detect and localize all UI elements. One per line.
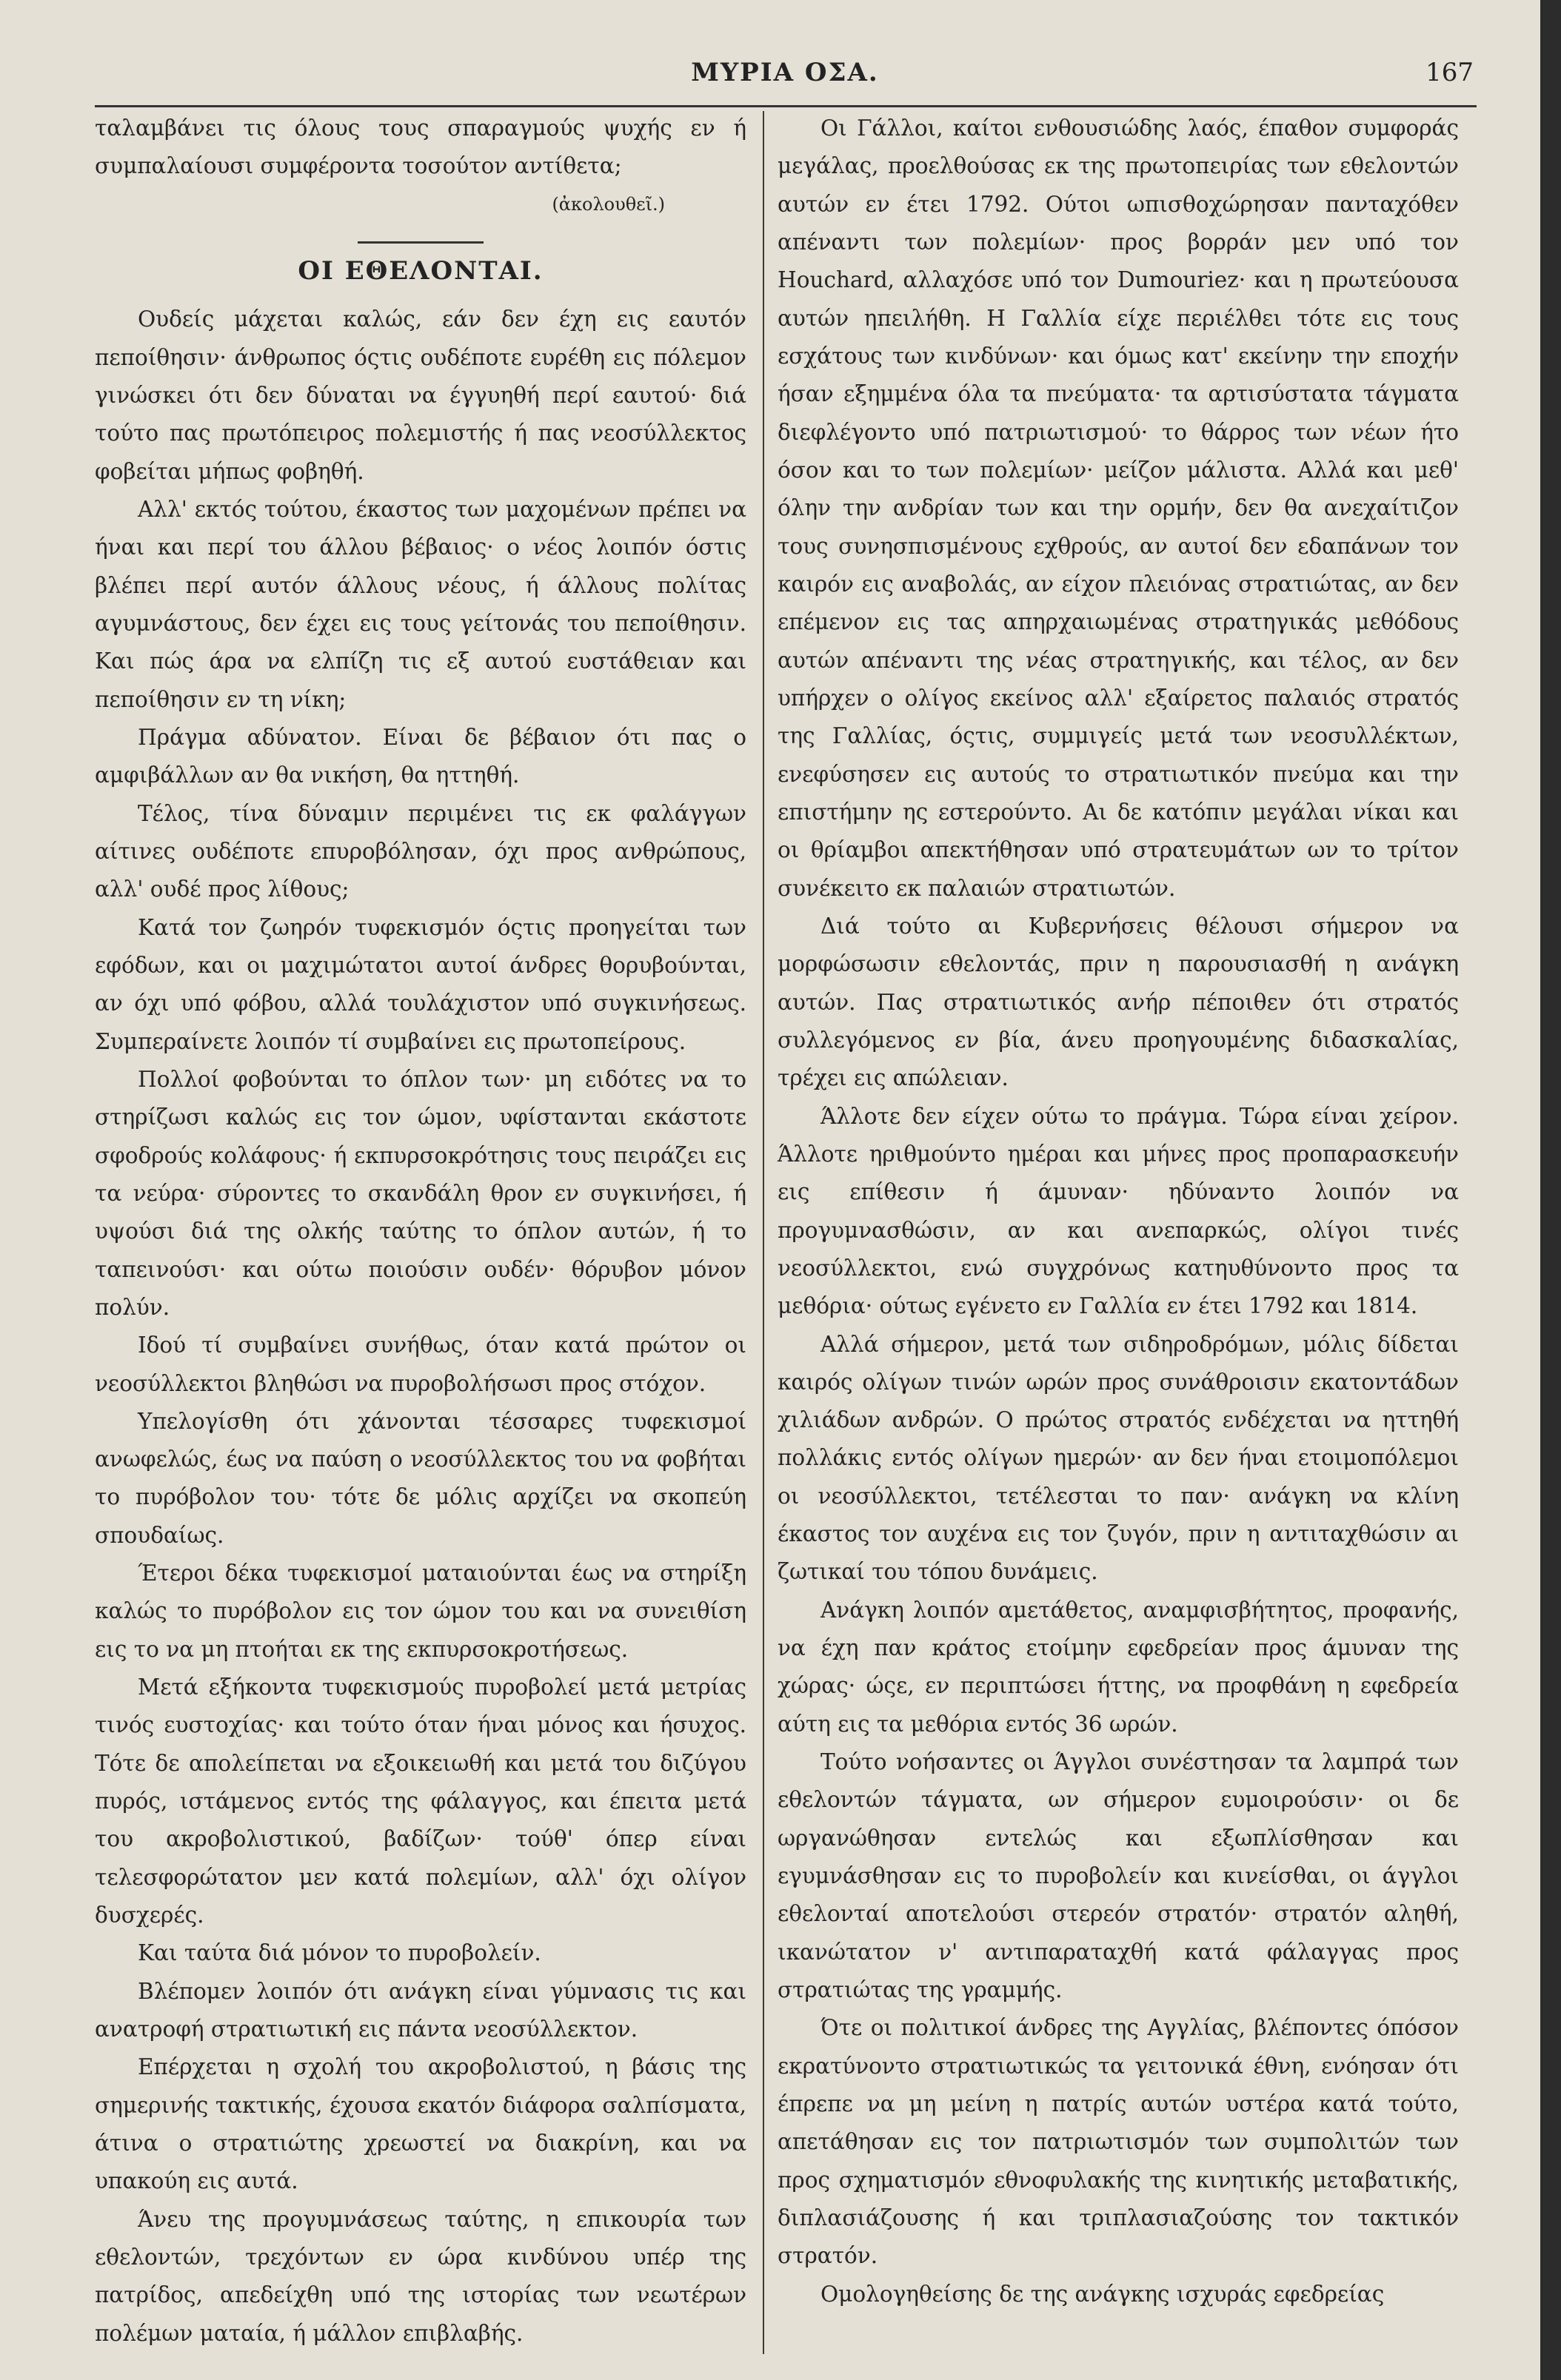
paragraph: Βλέπομεν λοιπόν ότι ανάγκη είναι γύμνασις τις και ανατροφή στρατιωτική εις πάντα νεοσύλλεκτον. [95,1978,746,2042]
right-column [778,110,1459,2313]
paragraph: Επέρχεται η σχολή του ακροβολιστού, η βάσις της σημερινής τακτικής, έχουσα εκατόν διάφορα σαλπίσματα, άτινα ο στρατιώτης χρεωστεί να διακρίνη, και να υπακούη εις αυτά. [95,2054,746,2194]
paragraph: Έτεροι δέκα τυφεκισμοί ματαιούνται έως να στηρίξη καλώς το πυρόβολον εις τον ώμον του και να συνειθίση εις το να μη πτοήται εκ της εκπυρσοκροτήσεως. [95,1561,746,1662]
paragraph: Ανάγκη λοιπόν αμετάθετος, αναμφισβήτητος, προφανής, να έχη παν κράτος ετοίμην εφεδρείαν προς άμυναν της χώρας· ώςε, εν περιπτώσει ήττης, να προφθάνη η εφεδρεία αύτη εις τα μεθόρια εντός 36 ωρών. [778,1597,1459,1737]
paragraph: Τέλος, τίνα δύναμιν περιμένει τις εκ φαλάγγων αίτινες ουδέποτε επυροβόλησαν, όχι προς ανθρώπους, αλλ' ουδέ προς λίθους; [95,800,746,902]
paragraph: Αλλά σήμερον, μετά των σιδηροδρόμων, μόλις δίδεται καιρός ολίγων τινών ωρών προς συνάθροισιν εκατοντάδων χιλιάδων ανδρών. Ο πρώτος στρατός ενδέχεται να ηττηθή πολλάκις εντός ολίγων ημερών· αν δεν ήναι ετοιμοπόλεμοι οι νεοσύλλεκτοι, τετέλεσται το παν· ανάγκη να κλίνη έκαστος τον αυχένα εις τον ζυγόν, πριν η αντιταχθώσιν αι ζωτικαί του τόπου δυνάμεις. [778,1331,1459,1585]
paragraph: Τούτο νοήσαντες οι Άγγλοι συνέστησαν τα λαμπρά των εθελοντών τάγματα, ων σήμερον ευμοιρούσιν· οι δε ωργανώθησαν εντελώς και εξωπλίσθησαν και εγυμνάσθησαν εις το πυροβολείν και κινείσθαι, οι άγγλοι εθελονταί αποτελούσι στερεόν στρατόν· στρατόν αληθή, ικανώτατον ν' αντιπαραταχθή κατά φάλαγγας προς στρατιώτας της γραμμής. [778,1749,1459,2003]
paragraph: Πράγμα αδύνατον. Είναι δε βέβαιον ότι πας ο αμφιβάλλων αν θα νικήση, θα ηττηθή. [95,724,746,788]
paragraph: Άνευ της προγυμνάσεως ταύτης, η επικουρία των εθελοντών, τρεχόντων εν ώρα κινδύνου υπέρ της πατρίδος, απεδείχθη υπό της ιστορίας των νεωτέρων πολέμων ματαία, ή μάλλον επιβλαβής. [95,2206,746,2346]
continuation-note: (ἀκολουθεῖ.) [552,193,665,215]
paragraph: Ομολογηθείσης δε της ανάγκης ισχυράς εφεδρείας [820,2281,1385,2307]
section-title: ΟΙ ΕΘΕΛΟΝΤΑΙ. [298,255,544,286]
paragraph: Διά τούτο αι Κυβερνήσεις θέλουσι σήμερον να μορφώσωσιν εθελοντάς, πριν η παρουσιασθή η ανάγκη αυτών. Πας στρατιωτικός ανήρ πέποιθεν ότι στρατός συλλεγόμενος εν βία, άνευ προηγουμένης διδασκαλίας, τρέχει εις απώλειαν. [778,913,1459,1091]
paragraph: Πολλοί φοβούνται το όπλον των· μη ειδότες να το στηρίζωσι καλώς εις τον ώμον, υφίστανται εκάστοτε σφοδρούς κολάφους· ή εκπυρσοκρότησις τους πειράζει εις τα νεύρα· σύροντες το σκανδάλη θρον εν συγκινήσει, ή υψούσι διά της ολκής ταύτης το όπλον αυτών, ή το ταπεινούσι· και ούτω ποιούσιν ουδέν· θόρυβον μόνον πολύν. [95,1066,746,1320]
section-rule [358,241,484,244]
paragraph: Ιδού τί συμβαίνει συνήθως, όταν κατά πρώτον οι νεοσύλλεκτοι βληθώσι να πυροβολήσωσι προς στόχον. [95,1333,746,1396]
header-rule [95,105,1477,107]
opening-paragraph: ταλαμβάνει τις όλους τους σπαραγμούς ψυχής εν ή συμπαλαίουσι συμφέροντα τοσούτον αντίθετα; [95,115,746,179]
column-divider [763,111,764,2354]
paragraph: Αλλ' εκτός τούτου, έκαστος των μαχομένων πρέπει να ήναι και περί του άλλου βέβαιος· ο νέος λοιπόν όστις βλέπει περί αυτόν άλλους νέους, ή άλλους πολίτας αγυμνάστους, δεν έχει εις τους γείτονάς του πεποίθησιν. Και πώς άρα να ελπίζη τις εξ αυτού ευστάθειαν και πεποίθησιν εν τη νίκη; [95,496,746,712]
left-column [95,110,746,2353]
page-header [89,58,1481,102]
page-number: 167 [1425,58,1474,87]
paragraph: Οι Γάλλοι, καίτοι ενθουσιώδης λαός, έπαθον συμφοράς μεγάλας, προελθούσας εκ της πρωτοπειρίας των εθελοντών αυτών εν έτει 1792. Ούτοι ωπισθοχώρησαν πανταχόθεν απέναντι των πολεμίων· προς βορράν μεν υπό τον Houchard, αλλαχόσε υπό τον Dumouriez· και η πρωτεύουσα αυτών ηπειλήθη. Η Γαλλία είχε περιέλθει τότε εις τους εσχάτους των κινδύνων· και όμως κατ' εκείνην την εποχήν ήσαν εξημμένα όλα τα πνεύματα· τα αρτισύστατα τάγματα διεφλέγοντο υπό πατριωτισμού· το θάρρος των νέων ήτο όσον και το των πολεμίων· μείζον μάλιστα. Αλλά και μεθ' όλην την ανδρίαν των και την ορμήν, δεν θα ανεχαίτιζον τους συνησπισμένους εχθρούς, αν αυτοί δεν εδαπάνων τον καιρόν εις αναβολάς, αν είχον πλειόνας στρατιώτας, αν δεν επέμενον εις τας απηρχαιωμένας στρατηγικάς μεθόδους αυτών απέναντι της νέας στρατηγικής, και τέλος, αν δεν υπήρχεν ο ολίγος εκείνος αλλ' εξαίρετος παλαιός στρατός της Γαλλίας, όςτις, συμμιγείς μετά των νεοσυλλέκτων, ενεφύσησεν εις αυτούς το στρατιωτικόν πνεύμα και την επιστήμην ης εστερούντο. Αι δε κατόπιν μεγάλαι νίκαι και οι θρίαμβοι απεκτήθησαν υπό στρατευμάτων ων το τρίτον συνέκειτο εκ παλαιών στρατιωτών. [778,115,1459,901]
paragraph: Ότε οι πολιτικοί άνδρες της Αγγλίας, βλέποντες όπόσον εκρατύνοντο στρατιωτικώς τα γειτονικά έθνη, ενόησαν ότι έπρεπε να μη μείνη η πατρίς αυτών υστέρα κατά τούτο, απετάθησαν εις τον πατριωτισμόν των συμπολιτών των προς σχηματισμόν εθνοφυλακής της κινητικής μεταβατικής, διπλασιάζουσης ή και τριπλασιαζούσης τον τακτικόν στρατόν. [778,2015,1459,2269]
paragraph: Μετά εξήκοντα τυφεκισμούς πυροβολεί μετά μετρίας τινός ευστοχίας· και τούτο όταν ήναι μόνος και ήσυχος. Τότε δε απολείπεται να εξοικειωθή και μετά του διζύγου πυρός, ιστάμενος εντός της φάλαγγος, και έπειτα μετά του ακροβολιστικού, βαδίζων· τούθ' όπερ είναι τελεσφορώτατον μεν κατά πολεμίων, αλλ' όχι ολίγον δυσχερές. [95,1675,746,1928]
paragraph: Υπελογίσθη ότι χάνονται τέσσαρες τυφεκισμοί ανωφελώς, έως να παύση ο νεοσύλλεκτος του να φοβήται το πυρόβολον του· τότε δε μόλις αρχίζει να σκοπεύη σπουδαίως. [95,1408,746,1548]
running-title: ΜΥΡΙΑ ΟΣΑ. [691,58,879,87]
paragraph: Και ταύτα διά μόνον το πυροβολείν. [138,1940,541,1966]
paragraph: Κατά τον ζωηρόν τυφεκισμόν όςτις προηγείται των εφόδων, και οι μαχιμώτατοι αυτοί άνδρες θορυβούνται, αν όχι υπό φόβου, αλλά τουλάχιστον υπό συγκινήσεως. Συμπεραίνετε λοιπόν τί συμβαίνει εις πρωτοπείρους. [95,914,746,1054]
paragraph: Ουδείς μάχεται καλώς, εάν δεν έχη εις εαυτόν πεποίθησιν· άνθρωπος όςτις ουδέποτε ευρέθη εις πόλεμον γινώσκει ότι δεν δύναται να έγγυηθή περί εαυτού· διά τούτο πας πρωτόπειρος πολεμιστής ή πας νεοσύλλεκτος φοβείται μήπως φοβηθή. [95,306,746,484]
paragraph: Άλλοτε δεν είχεν ούτω το πράγμα. Τώρα είναι χείρον. Άλλοτε ηριθμούντο ημέραι και μήνες προς προπαρασκευήν εις επίθεσιν ή άμυναν· ηδύναντο λοιπόν να προγυμνασθώσιν, αν και ανεπαρκώς, ολίγοι τινές νεοσύλλεκτοι, ενώ συγχρόνως κατηυθύνοντο προς τα μεθόρια· ούτως εγένετο εν Γαλλία εν έτει 1792 και 1814. [778,1103,1459,1319]
scan-edge [1540,0,1561,2380]
